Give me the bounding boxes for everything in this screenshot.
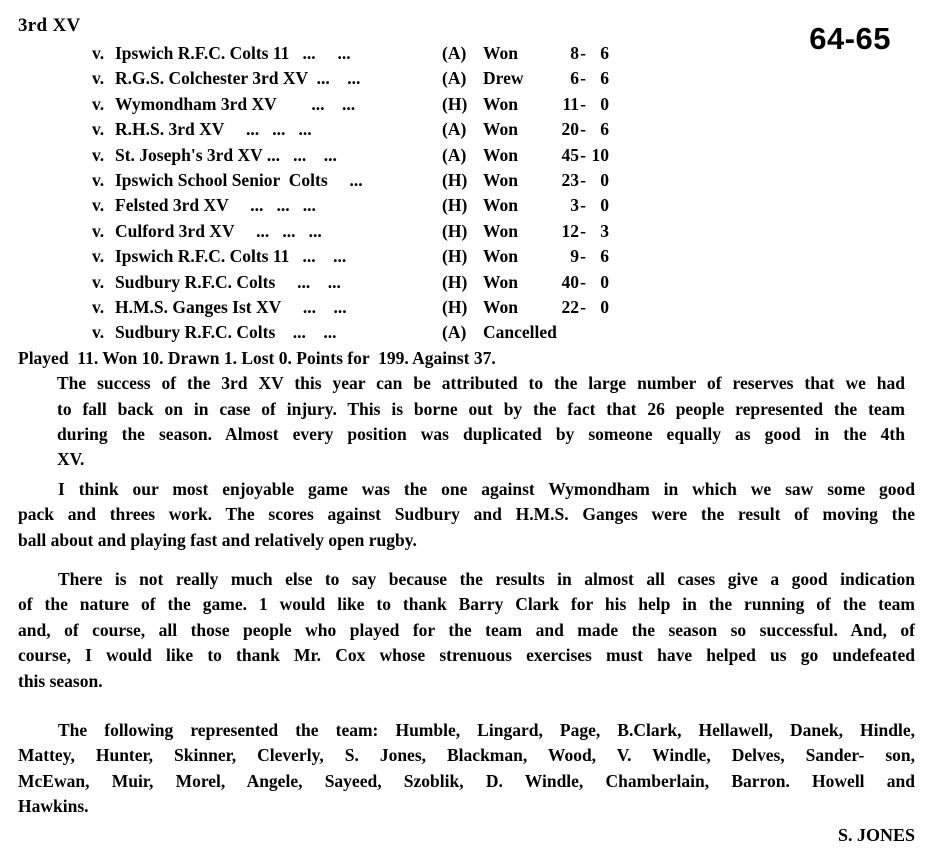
score-against: 6 (600, 119, 609, 140)
paragraph-line: Mattey, Hunter, Skinner, Cleverly, S. Jones, Blackman, Wood, V. Windle, Delves, Sander- son, (18, 745, 915, 766)
opponent-name: Sudbury R.F.C. Colts ... ... (115, 322, 337, 343)
result-row (92, 219, 915, 244)
opponent-name: Ipswich R.F.C. Colts 11 ... ... (115, 246, 347, 267)
score-dash: - (580, 195, 586, 216)
opponent-name: Ipswich R.F.C. Colts 11 ... ... (115, 43, 351, 63)
paragraph-line: Hawkins. (18, 796, 89, 817)
versus-label: v. (92, 68, 105, 89)
score-for: 23 (561, 169, 579, 190)
score-dash: - (580, 43, 586, 63)
versus-label: v. (92, 43, 105, 63)
opponent-name: Culford 3rd XV ... ... ... (115, 220, 322, 241)
score-dash: - (580, 169, 586, 190)
score-against: 0 (600, 93, 609, 114)
result-row (92, 320, 915, 345)
match-result: Won (483, 220, 519, 241)
score-against: 6 (600, 43, 609, 63)
paragraph-success (57, 371, 905, 473)
versus-label: v. (92, 144, 105, 165)
result-row (92, 168, 915, 193)
venue-code: (A) (442, 322, 467, 343)
paragraph-enjoyable-game (18, 477, 915, 553)
match-score (555, 143, 609, 168)
paragraph-line: I think our most enjoyable game was the one against Wymondham in which we saw some good (58, 478, 915, 499)
versus-label: v. (92, 220, 105, 241)
result-row (92, 92, 915, 117)
opponent-name: R.G.S. Colchester 3rd XV ... ... (115, 68, 361, 89)
match-result: Won (483, 93, 519, 114)
match-score (555, 219, 609, 244)
versus-label: v. (92, 169, 105, 190)
paragraph-line: during the season. Almost every position was duplicated by someone equally as good in the 4th (57, 423, 905, 444)
match-score (555, 244, 609, 269)
match-score (555, 295, 609, 320)
score-against: 3 (600, 220, 609, 241)
match-result: Won (483, 195, 519, 216)
score-for: 40 (561, 271, 579, 292)
match-result: Won (483, 169, 519, 190)
venue-code: (H) (442, 93, 468, 114)
paragraph-line: The success of the 3rd XV this year can be attributed to the large number of reserves that we had (57, 373, 905, 394)
result-row (92, 270, 915, 295)
versus-label: v. (92, 322, 105, 343)
match-result: Cancelled (483, 322, 557, 343)
result-row (92, 295, 915, 320)
match-result: Drew (483, 68, 524, 89)
result-row (92, 244, 915, 269)
venue-code: (A) (442, 119, 467, 140)
match-score (555, 66, 609, 91)
score-for: 6 (570, 68, 579, 89)
score-dash: - (580, 220, 586, 241)
score-for: 8 (570, 43, 579, 63)
results-table (92, 41, 915, 346)
score-against: 0 (600, 271, 609, 292)
opponent-name: Ipswich School Senior Colts ... (115, 169, 363, 190)
score-for: 9 (570, 246, 579, 267)
season-summary: Played 11. Won 10. Drawn 1. Lost 0. Points for 199. Against 37. (18, 347, 496, 368)
versus-label: v. (92, 246, 105, 267)
venue-code: (A) (442, 43, 467, 63)
opponent-name: Felsted 3rd XV ... ... ... (115, 195, 316, 216)
match-score (555, 168, 609, 193)
match-result: Won (483, 271, 519, 292)
author-signature: S. JONES (837, 824, 915, 845)
result-row (92, 41, 915, 66)
match-score (555, 117, 609, 142)
page-number: 64-65 (809, 21, 891, 56)
match-score (555, 41, 609, 66)
venue-code: (H) (442, 220, 468, 241)
versus-label: v. (92, 93, 105, 114)
paragraph-line: McEwan, Muir, Morel, Angele, Sayeed, Szoblik, D. Windle, Chamberlain, Barron. Howell and (18, 770, 915, 791)
score-for: 12 (561, 220, 579, 241)
venue-code: (A) (442, 144, 467, 165)
score-dash: - (580, 296, 586, 317)
paragraph-line: XV. (57, 449, 85, 470)
score-against: 0 (600, 195, 609, 216)
venue-code: (A) (442, 68, 467, 89)
paragraph-line: to fall back on in case of injury. This is borne out by the fact that 26 people represented the team (57, 398, 905, 419)
paragraph-line: of the nature of the game. 1 would like to thank Barry Clark for his help in the running of the team (18, 594, 915, 615)
score-dash: - (580, 68, 586, 89)
result-row (92, 117, 915, 142)
venue-code: (H) (442, 296, 468, 317)
opponent-name: St. Joseph's 3rd XV ... ... ... (115, 144, 337, 165)
paragraph-line: this season. (18, 670, 103, 691)
paragraph-thanks (18, 567, 915, 694)
score-dash: - (580, 271, 586, 292)
versus-label: v. (92, 271, 105, 292)
result-row (92, 66, 915, 91)
paragraph-line: ball about and playing fast and relatively open rugby. (18, 529, 417, 550)
score-for: 45 (561, 144, 579, 165)
match-result: Won (483, 144, 519, 165)
page-title: 3rd XV (18, 15, 81, 36)
score-against: 0 (600, 169, 609, 190)
versus-label: v. (92, 119, 105, 140)
score-against: 10 (591, 144, 609, 165)
paragraph-line: There is not really much else to say because the results in almost all cases give a good indication (58, 568, 915, 589)
score-for: 20 (561, 119, 579, 140)
match-result: Won (483, 119, 519, 140)
opponent-name: Wymondham 3rd XV ... ... (115, 93, 356, 114)
opponent-name: R.H.S. 3rd XV ... ... ... (115, 119, 312, 140)
venue-code: (H) (442, 169, 468, 190)
paragraph-team-list (18, 718, 915, 820)
opponent-name: H.M.S. Ganges Ist XV ... ... (115, 296, 347, 317)
venue-code: (H) (442, 246, 468, 267)
score-for: 3 (570, 195, 579, 216)
paragraph-line: course, I would like to thank Mr. Cox whose strenuous exercises must have helped us go undefeated (18, 645, 915, 666)
paragraph-line: pack and threes work. The scores against Sudbury and H.M.S. Ganges were the result of moving the (18, 504, 915, 525)
score-against: 6 (600, 246, 609, 267)
match-score (555, 193, 609, 218)
score-dash: - (580, 93, 586, 114)
paragraph-line: and, of course, all those people who played for the team and made the season so successful. And, of (18, 619, 915, 640)
score-for: 22 (561, 296, 579, 317)
score-dash: - (580, 246, 586, 267)
versus-label: v. (92, 296, 105, 317)
match-score (555, 270, 609, 295)
versus-label: v. (92, 195, 105, 216)
result-row (92, 193, 915, 218)
match-score (555, 92, 609, 117)
match-result: Won (483, 43, 519, 63)
match-result: Won (483, 246, 519, 267)
opponent-name: Sudbury R.F.C. Colts ... ... (115, 271, 341, 292)
paragraph-line: The following represented the team: Humble, Lingard, Page, B.Clark, Hellawell, Danek, Hindle, (58, 719, 915, 740)
score-against: 0 (600, 296, 609, 317)
venue-code: (H) (442, 195, 468, 216)
match-result: Won (483, 296, 519, 317)
score-dash: - (580, 144, 586, 165)
score-dash: - (580, 119, 586, 140)
result-row (92, 143, 915, 168)
venue-code: (H) (442, 271, 468, 292)
score-against: 6 (600, 68, 609, 89)
score-for: 11 (562, 93, 579, 114)
